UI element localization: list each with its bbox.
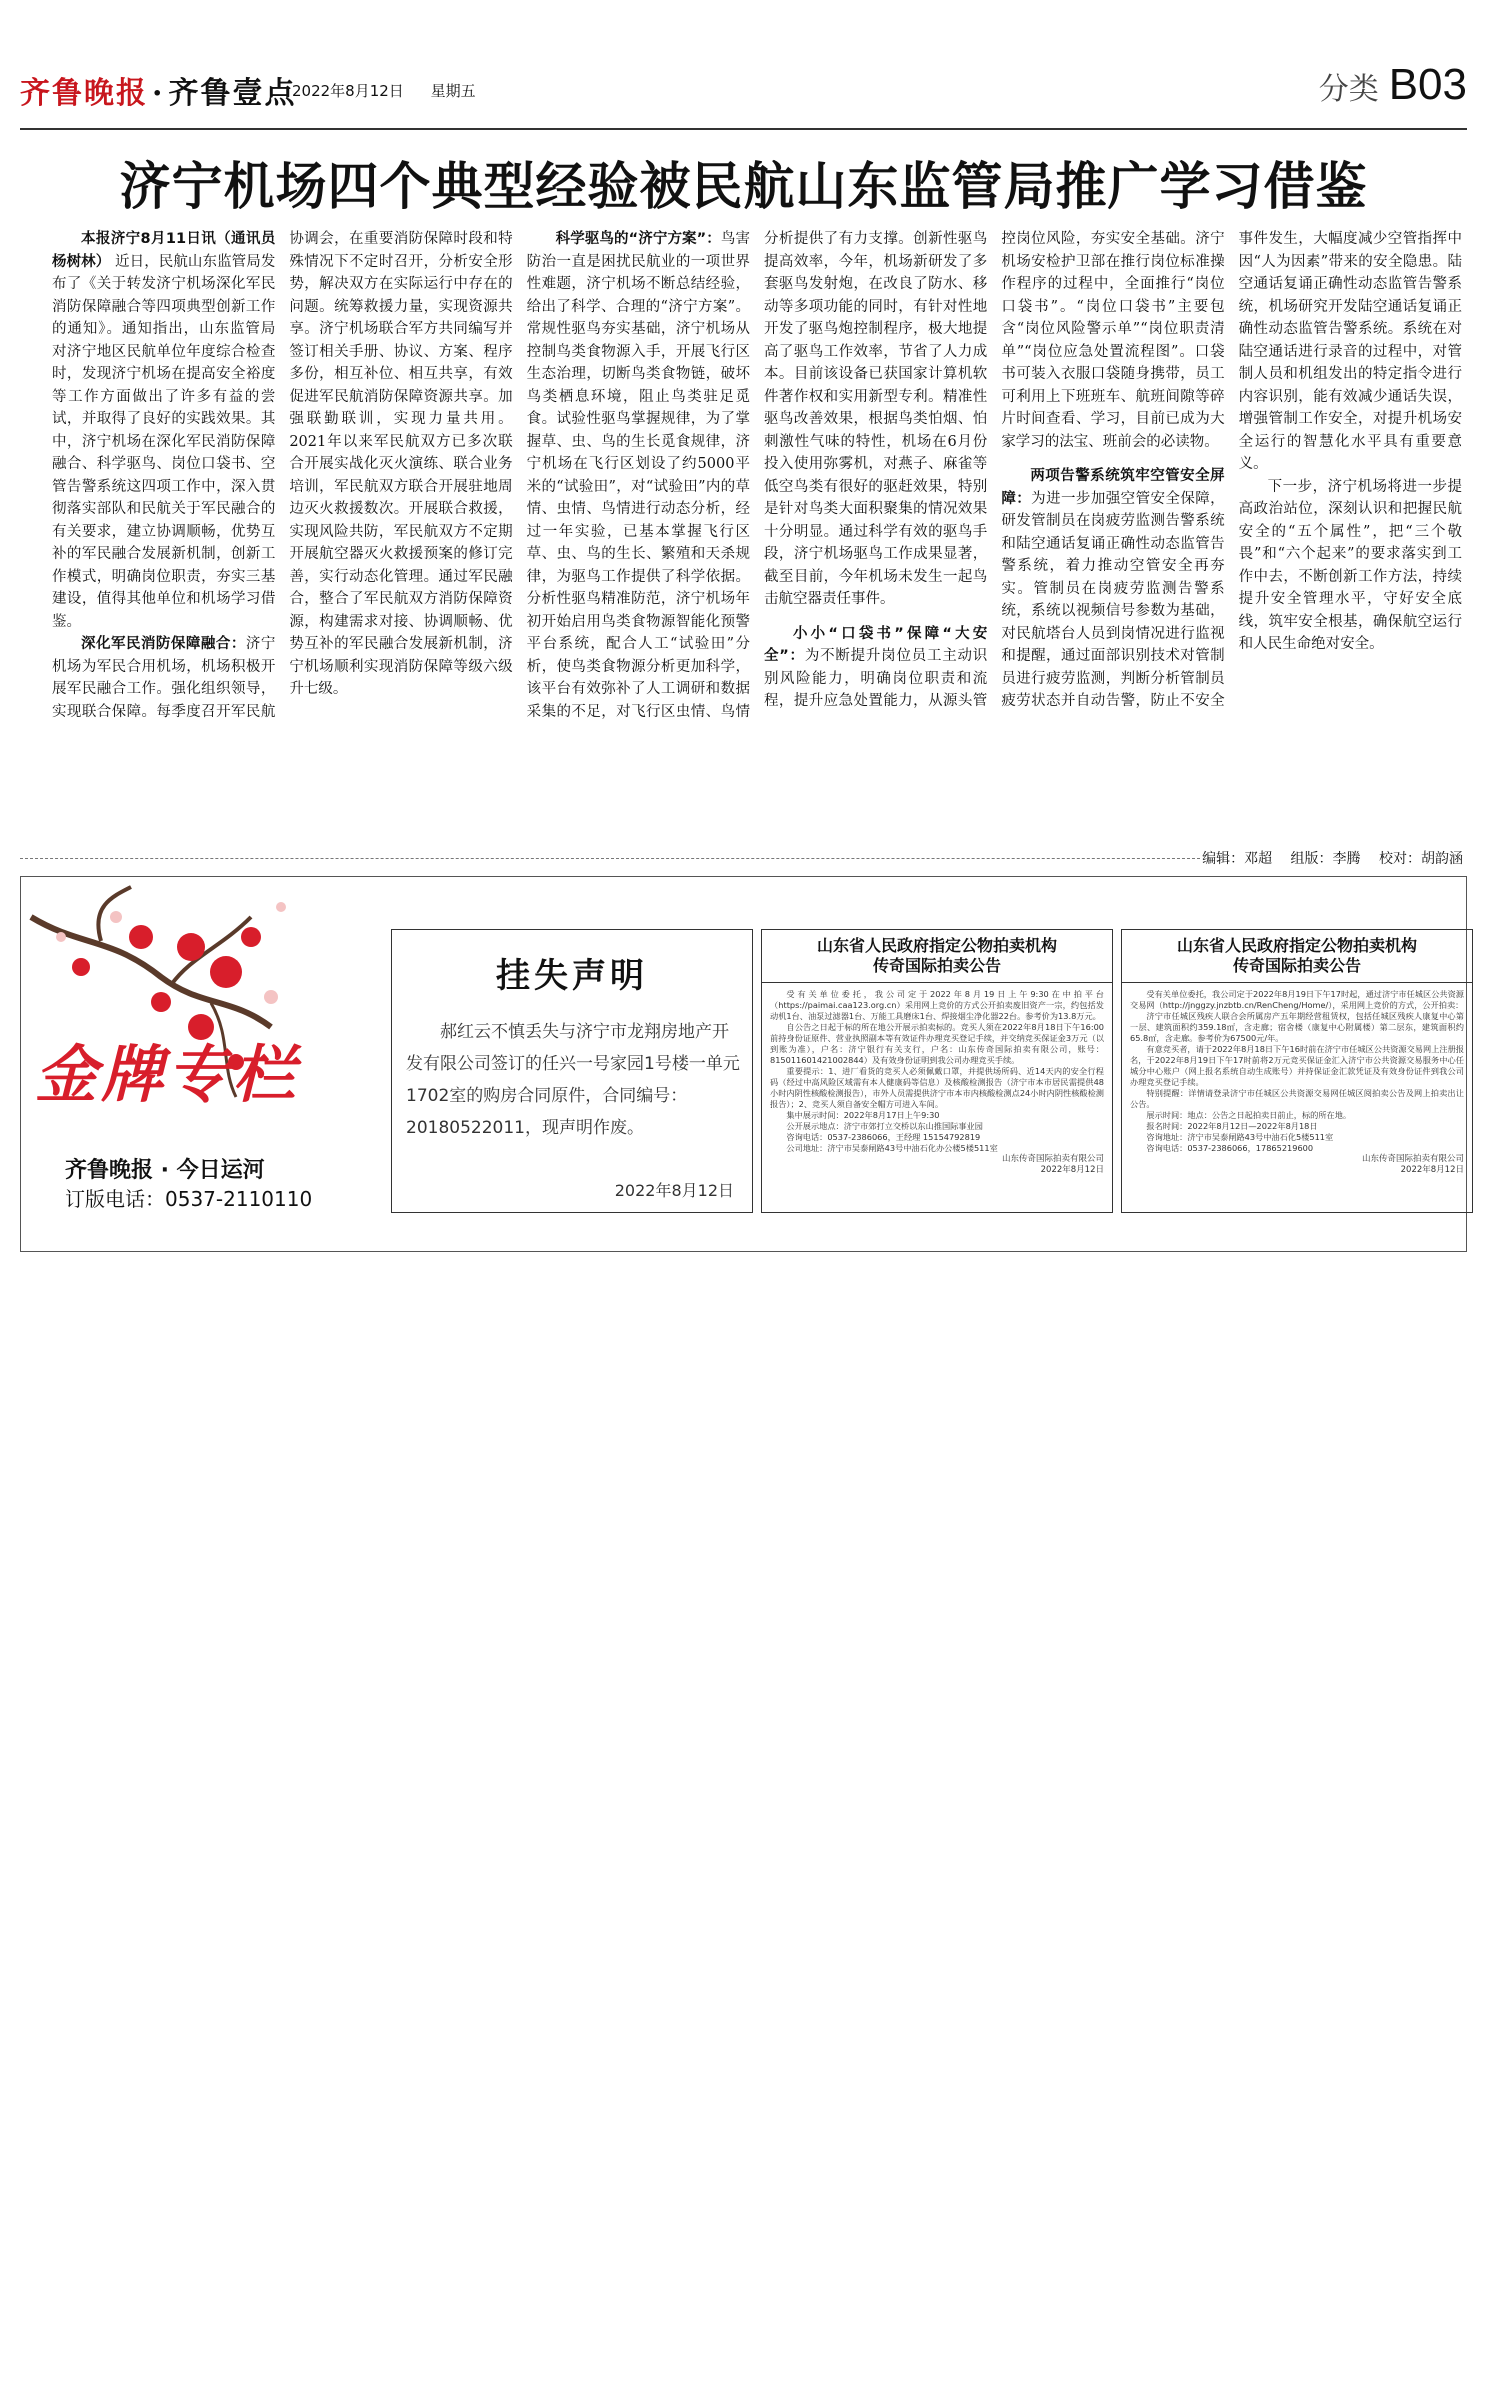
- section-2-title: 科学驱鸟的“济宁方案”：: [555, 231, 721, 247]
- gold-column-phone: 订版电话：0537-2110110: [65, 1187, 313, 1211]
- lead-dateline: 本报济宁8月11日讯（通讯员 杨树林）: [52, 231, 276, 270]
- credit-divider: [20, 858, 1200, 859]
- masthead: [20, 56, 1467, 116]
- loss-notice-body: 郝红云不慎丢失与济宁市龙翔房地产开发有限公司签订的任兴一号家园1号楼一单元1702室的购房合同原件，合同编号：20180522011，现声明作废。: [406, 1022, 740, 1138]
- credit-editor: 编辑：邓超: [1202, 851, 1273, 867]
- page-number: B03: [1388, 60, 1467, 109]
- gold-column-ad: [21, 877, 373, 1251]
- article-section-1: 深化军民消防保障融合：济宁机场为军民合用机场，机场积极开展军民融合工作。强化组织领导，实现联合保障。每季度召开军民航协调会，在重要消防保障时段和特殊情况下不定时召开，分析安全形势，解决双方在实际运行中存在的问题。统筹救援力量，实现资源共享。济宁机场联合军方共同编写并签订相关手册、协议、方案、程序多份，相互补位、相互共享，有效促进军民航消防保障资源共享。加强联勤联训，实现力量共用。2021年以来军民航双方已多次联合开展实战化灭火演练、联合业务培训，军民航双方联合开展驻地周边灭火救援数次。开展联合救援，实现风险共防，军民航双方不定期开展航空器灭火救援预案的修订完善，实行动态化管理。通过军民融合，整合了军民航双方消防保障资源，构建需求对接、协调顺畅、优势互补的军民融合发展新机制，济宁机场顺利实现消防保障等级六级升七级。: [52, 231, 513, 720]
- auction-2-signature: 山东传奇国际拍卖有限公司: [1361, 1154, 1464, 1164]
- newspaper-logo: 齐鲁晚报 · 齐鲁壹点: [20, 76, 297, 111]
- section-4-title: 两项告警系统筑牢空管安全屏障：: [1001, 468, 1225, 507]
- loss-notice-title: 挂失声明: [496, 956, 648, 996]
- auction-2-date: 2022年8月12日: [1400, 1165, 1464, 1175]
- auction-2-title: 传奇国际拍卖公告: [1122, 956, 1472, 983]
- section-name: 分类: [1318, 72, 1379, 107]
- auction-1-agency: 山东省人民政府指定公物拍卖机构: [816, 936, 1057, 955]
- section-3-title: 小小“口袋书”保障“大安全”：: [763, 625, 988, 664]
- dateline: [292, 80, 498, 101]
- auction-1-title: 传奇国际拍卖公告: [762, 956, 1112, 983]
- article-closing: 下一步，济宁机场将进一步提高政治站位，深刻认识和把握民航安全的“五个属性”，把“三个敬畏”和“六个起来”的要求落实到工作中去，不断创新工作方法，持续提升安全管理水平，守好安全底线，筑牢安全根基，确保航空运行和人民生命绝对安全。: [1238, 478, 1462, 652]
- article-section-2: 科学驱鸟的“济宁方案”：鸟害防治一直是困扰民航业的一项世界性难题，济宁机场不断总结经验，给出了科学、合理的“济宁方案”。常规性驱鸟夯实基础，济宁机场从控制鸟类食物源入手，开展飞行区生态治理，切断鸟类食物链，破坏鸟类栖息环境，阻止鸟类驻足觅食。试验性驱鸟掌握规律，为了掌握草、虫、鸟的生长觅食规律，济宁机场在飞行区划设了约5000平米的“试验田”，对“试验田”内的草情、虫情、鸟情进行动态分析，经过一年实验，已基本掌握飞行区草、虫、鸟的生长、繁殖和天杀规律，为驱鸟工作提供了科学依据。分析性驱鸟精准防范，济宁机场年初开始启用鸟类食物源智能化预警平台系统，配合人工“试验田”分析，使鸟类食物源分析更加科学，该平台有效弥补了人工调研和数据采集的不足，对飞行区虫情、鸟情分析提供了有力支撑。创新性驱鸟提高效率，今年，机场新研发了多套驱鸟发射炮，在改良了防水、移动等多项功能的同时，有针对性地开发了驱鸟炮控制程序，极大地提高了驱鸟工作效率，节省了人力成本。目前该设备已获国家计算机软件著作权和实用新型专利。精准性驱鸟改善效果，根据鸟类怕烟、怕刺激性气味的特性，机场在6月份投入使用弥雾机，对燕子、麻雀等低空鸟类有很好的驱赶效果，特别是针对鸟类大面积聚集的情况效果十分明显。通过科学有效的驱鸟手段，济宁机场驱鸟工作成果显著，截至目前，今年机场未发生一起鸟击航空器责任事件。: [526, 231, 988, 720]
- brand-name: 齐鲁晚报: [20, 76, 148, 111]
- issue-weekday: 星期五: [430, 82, 476, 100]
- article-headline: 济宁机场四个典型经验被民航山东监管局推广学习借鉴: [119, 157, 1368, 217]
- article-body: [52, 228, 1462, 848]
- credits-line: [1188, 848, 1463, 868]
- auction-notice-1: [761, 929, 1113, 1213]
- gold-column-publisher: 齐鲁晚报 · 今日运河: [65, 1158, 265, 1183]
- auction-1-date: 2022年8月12日: [1040, 1165, 1104, 1175]
- auction-notice-2: [1121, 929, 1473, 1213]
- auction-2-body: 受有关单位委托，我公司定于2022年8月19日下午17时起，通过济宁市任城区公共资源交易网（http://jnggzy.jnzbtb.cn/RenCheng/Home/），采用网上竞价的方式，公开拍卖： 济宁市任城区残疾人联合会所属房产五年期经营租赁权，包括任城区残疾人康复中心第一层、建筑面积约359.18㎡，含走廊；宿舍楼（康复中心附属楼）第二层东，建筑面积约65.8㎡，含走廊。参考价为67500元/年。 有意竞买者，请于2022年8月18日下午16时前在济宁市任城区公共资源交易网上注册报名，于2022年8月19日下午17时前将2万元竞买保证金汇入济宁市公共资源交易服务中心任城分中心账户（网上报名系统自动生成账号）并持保证金汇款凭证及有效身份证件到我公司办理竞买登记手续。 特别提醒：详情请登录济宁市任城区公共资源交易网任城区阅拍卖公告及网上拍卖出让公告。 展示时间：地点：公告之日起拍卖日前止，标的所在地。 报名时间：2022年8月12日—2022年8月18日 咨询地址：济宁市吴泰闸路43号中油石化5楼511室 咨询电话：0537-2386066，17865219600: [1130, 989, 1464, 1153]
- section-marker: [1319, 60, 1467, 110]
- credit-proof: 校对：胡韵涵: [1379, 851, 1463, 867]
- classified-ads-box: [20, 876, 1467, 1252]
- brand-app-name: 齐鲁壹点: [168, 76, 297, 111]
- section-1-title: 深化军民消防保障融合：: [81, 636, 246, 652]
- gold-column-title: 金牌专栏: [35, 1038, 300, 1111]
- auction-1-signature: 山东传奇国际拍卖有限公司: [1001, 1154, 1104, 1164]
- article-section-3: 小小“口袋书”保障“大安全”：为不断提升岗位员工主动识别风险能力，明确岗位职责和流程，提升应急处置能力，从源头管控岗位风险，夯实安全基础。济宁机场安检护卫部在推行岗位标准操作程序的过程中，全面推行“岗位口袋书”。“岗位口袋书”主要包含“岗位风险警示单”“岗位职责清单”“岗位应急处置流程图”。口袋书可装入衣服口袋随身携带，员工可利用上下班班车、航班间隙等碎片时间查看、学习，目前已成为大家学习的法宝、班前会的必读物。: [763, 231, 1225, 709]
- article-section-4: 两项告警系统筑牢空管安全屏障：为进一步加强空管安全保障，研发管制员在岗疲劳监测告警系统和陆空通话复诵正确性动态监管告警系统，着力推动空管安全再夯实。管制员在岗疲劳监测告警系统，系统以视频信号参数为基础，对民航塔台人员到岗情况进行监视和提醒，通过面部识别技术对管制员进行疲劳监测，判断分析管制员疲劳状态并自动告警，防止不安全事件发生，大幅度减少空管指挥中因“人为因素”带来的安全隐患。陆空通话复诵正确性动态监管告警系统，机场研究开发陆空通话复诵正确性动态监管告警系统。系统在对陆空通话进行录音的过程中，对管制人员和机组发出的特定指令进行内容识别，能有效减少通话失误，增强管制工作安全，对提升机场安全运行的智慧化水平具有重要意义。: [1001, 231, 1462, 709]
- masthead-rule: [20, 128, 1467, 130]
- auction-2-agency: 山东省人民政府指定公物拍卖机构: [1176, 936, 1417, 955]
- issue-date: 2022年8月12日: [292, 82, 404, 100]
- article-lead: 本报济宁8月11日讯（通讯员 杨树林） 近日，民航山东监管局发布了《关于转发济宁机场深化军民消防保障融合等四项典型创新工作的通知》。通知指出，山东监管局对济宁地区民航单位年度综合检查时，发现济宁机场在提高安全裕度等工作方面做出了许多有益的尝试，并取得了良好的实践效果。其中，济宁机场在深化军民消防保障融合、科学驱鸟、岗位口袋书、空管告警系统这四项工作中，深入贯彻落实部队和民航关于军民融合的有关要求，建立协调顺畅，优势互补的军民融合发展新机制，创新工作模式，明确岗位职责，夯实三基建设，值得其他单位和机场学习借鉴。: [52, 231, 276, 630]
- credit-layout: 组版：李腾: [1290, 851, 1361, 867]
- loss-notice-date: 2022年8月12日: [614, 1181, 734, 1200]
- loss-notice: [391, 929, 753, 1213]
- auction-1-body: 受有关单位委托，我公司定于2022年8月19日上午9:30在中拍平台（https://paimai.caa123.org.cn）采用网上竞价的方式公开拍卖废旧资产一宗，约包括发动机1台、油泵过滤器1台、万能工具磨床1台、焊接烟尘净化器22台。参考价为13.8万元。 自公告之日起于标的所在地公开展示拍卖标的。竞买人须在2022年8月18日下午16:00前持身份证原件、营业执照副本等有效证件办理竞买登记手续，并交纳竞买保证金3万元（以到账为准），户名：济宁银行有关支行，户名：山东传奇国际拍卖有限公司，账号：815011601421002844）及有效身份证明到我公司办理竞买手续。 重要提示：1、进厂看货的竞买人必须佩戴口罩，并提供场所码、近14天内的安全行程码（经过中高风险区域需有本人健康码等信息）及核酸检测报告（济宁市本市居民需提供48小时内阴性核酸检测报告），市外人员需提供济宁市本市内核酸检测点24小时内阴性核酸检测报告）；2、竞买人须自备安全帽方可进入车间。 集中展示时间：2022年8月17日上午9:30 公开展示地点：济宁市郊打立交桥以东山推国际事业园 咨询电话：0537-2386066，王经理 15154792819 公司地址：济宁市吴泰闸路43号中油石化办公楼5楼511室: [770, 989, 1104, 1153]
